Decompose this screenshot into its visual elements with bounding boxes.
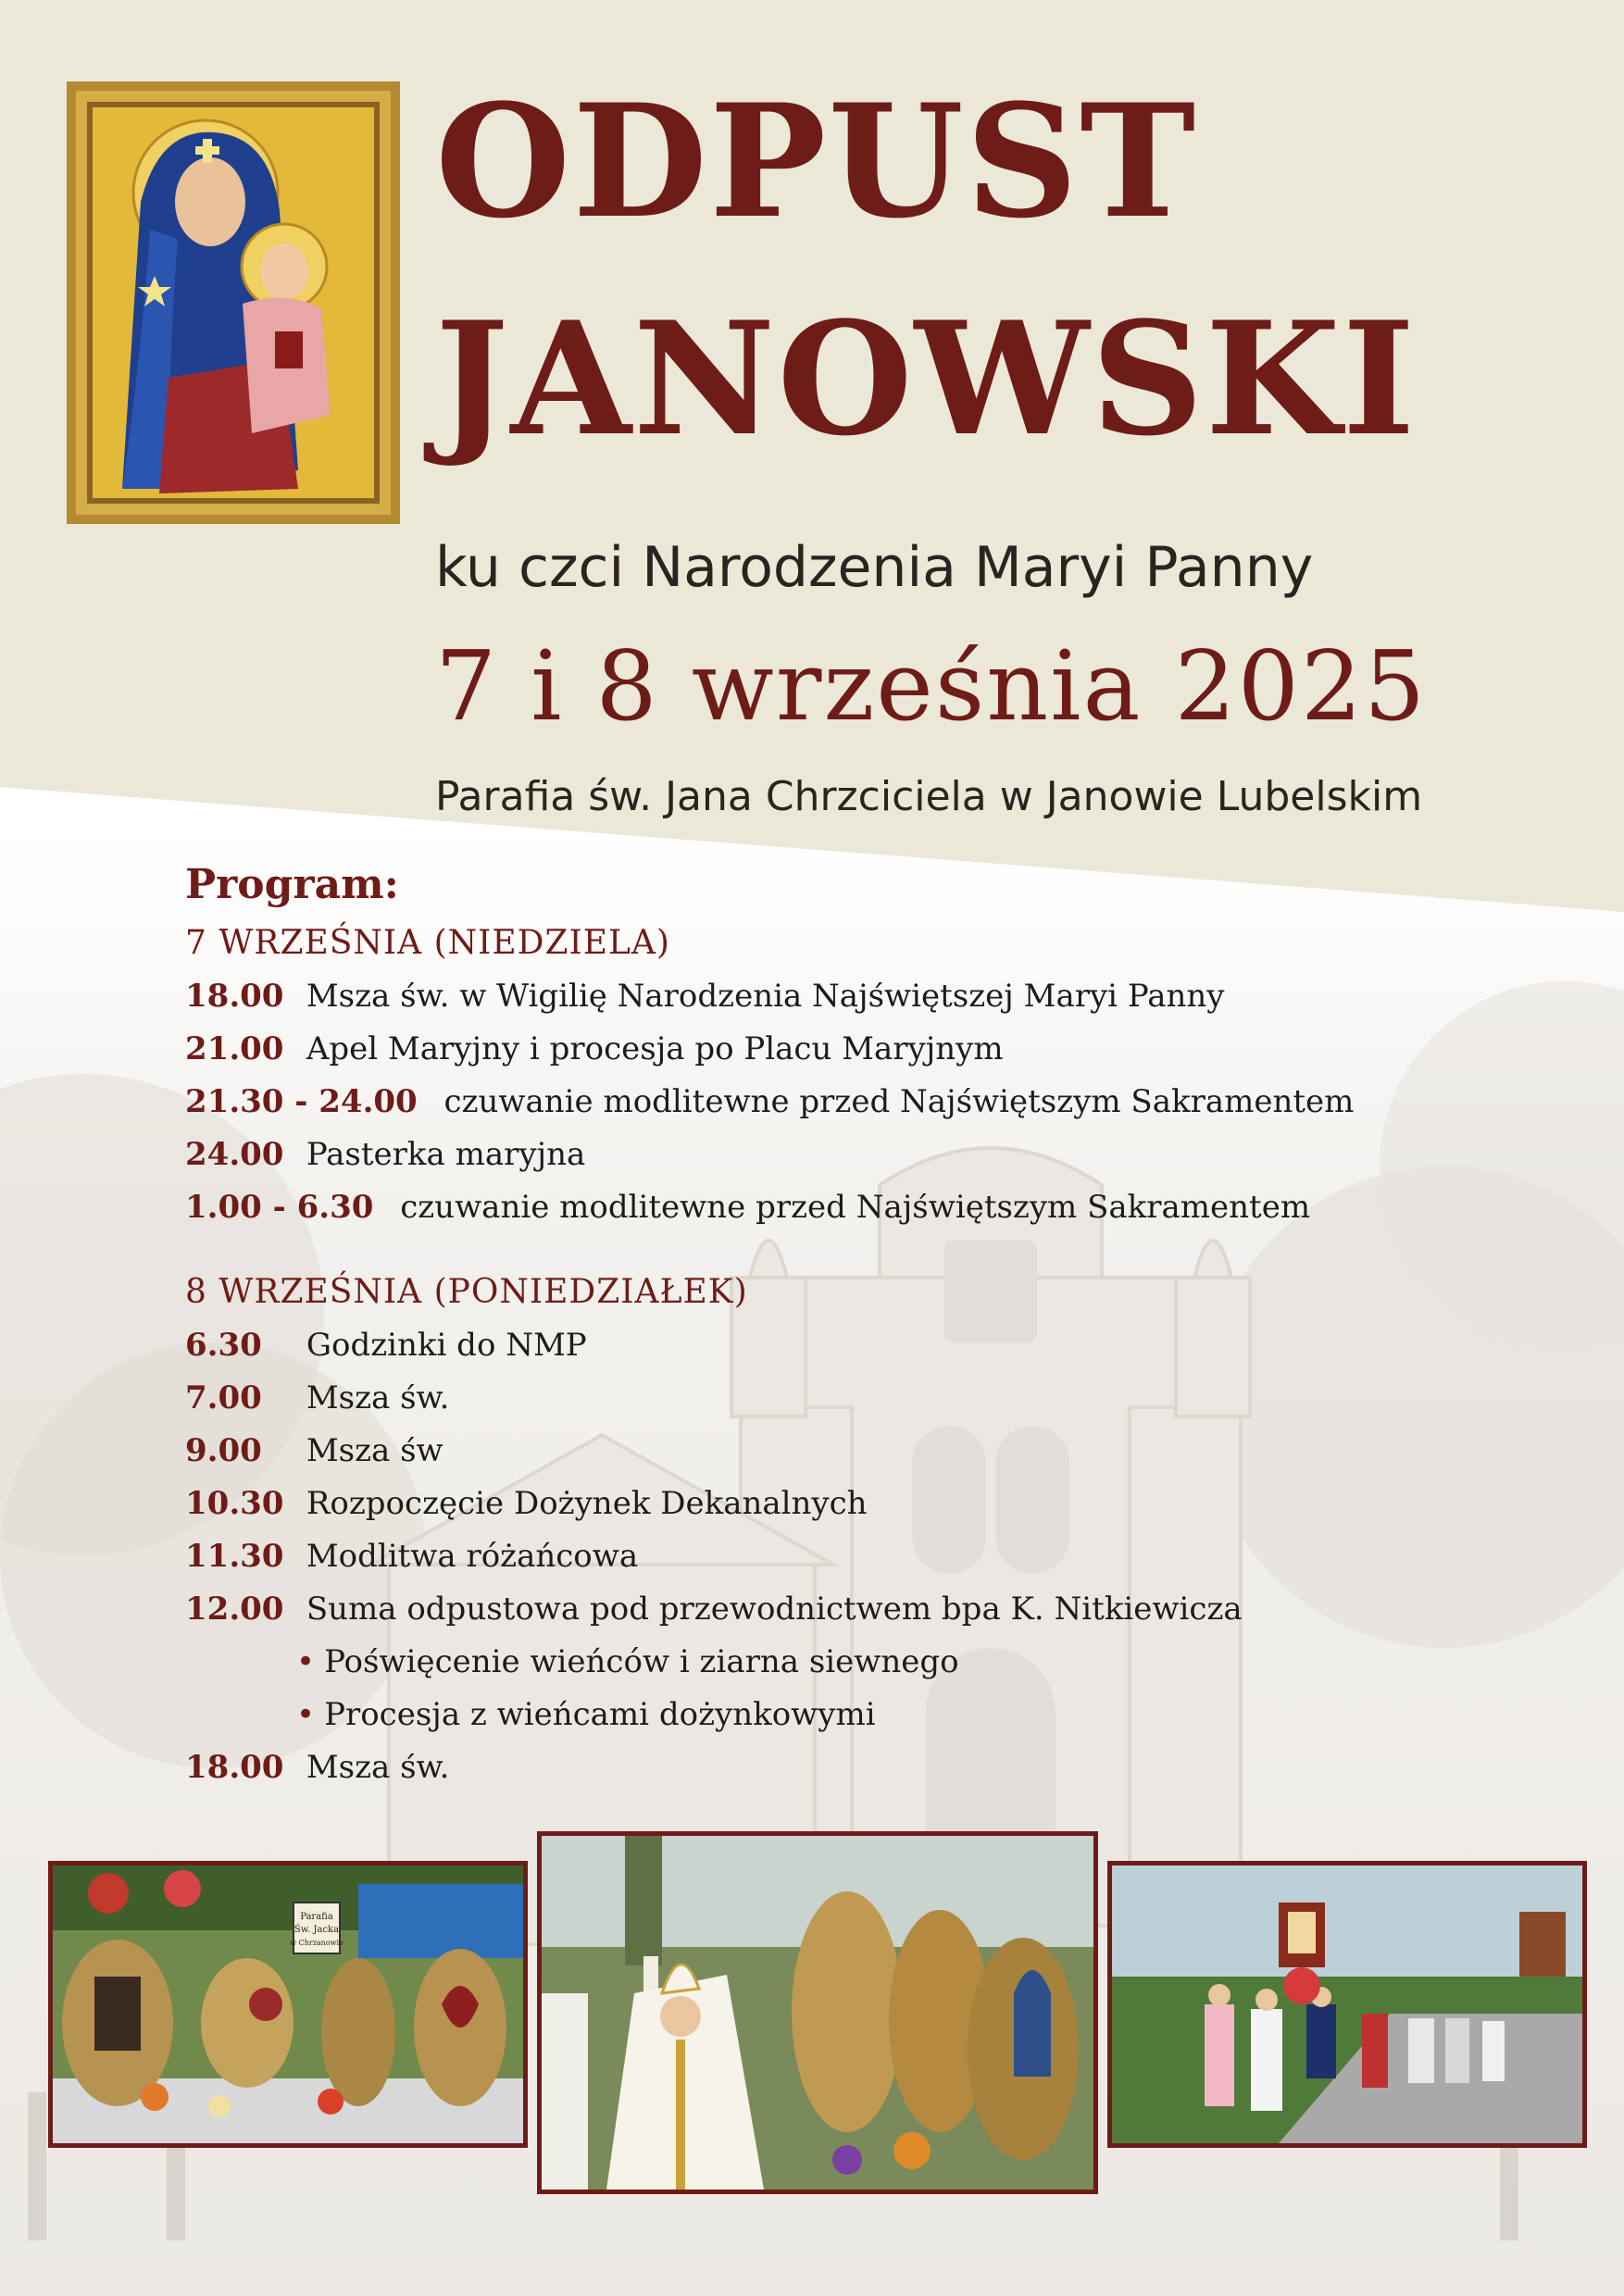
schedule-text: Msza św (306, 1432, 443, 1469)
schedule-time: 18.00 (185, 1749, 284, 1786)
schedule-time: 12.00 (185, 1591, 284, 1628)
schedule-bullet (185, 1643, 1481, 1696)
madonna-icon-painting (67, 81, 400, 524)
day2-heading: 8 WRZEŚNIA (PONIEDZIAŁEK) (185, 1273, 748, 1311)
schedule-row (185, 1538, 1481, 1591)
sign-line-1: Parafia (300, 1912, 333, 1922)
program-section (185, 861, 1481, 1802)
schedule-time: 24.00 (185, 1136, 284, 1173)
schedule-row (185, 1327, 1481, 1379)
bullet-text: Procesja z wieńcami dożynkowymi (324, 1696, 876, 1733)
schedule-time: 1.00 - 6.30 (185, 1189, 374, 1226)
schedule-row (185, 1749, 1481, 1802)
sign-line-2: Św. Jacka (294, 1925, 340, 1935)
schedule-text: Pasterka maryjna (306, 1136, 586, 1173)
schedule-text: Msza św. (306, 1379, 450, 1416)
schedule-text: Apel Maryjny i procesja po Placu Maryjnym (306, 1030, 1004, 1067)
schedule-text: Modlitwa różańcowa (306, 1538, 639, 1575)
photo-procession (1107, 1861, 1587, 2148)
schedule-row (185, 1030, 1481, 1083)
schedule-text: czuwanie modlitewne przed Najświętszym Sakramentem (443, 1083, 1355, 1120)
schedule-row (185, 1189, 1481, 1242)
schedule-text: Msza św. (306, 1749, 450, 1786)
program-heading: Program: (185, 861, 399, 908)
schedule-time: 9.00 (185, 1432, 262, 1469)
sign-line-3: w Chrzanowie (290, 1939, 344, 1947)
schedule-time: 11.30 (185, 1538, 284, 1575)
subtitle: ku czci Narodzenia Maryi Panny (435, 535, 1314, 600)
schedule-text: Godzinki do NMP (306, 1327, 587, 1364)
bullet-text: Poświęcenie wieńców i ziarna siewnego (324, 1643, 959, 1680)
schedule-text: Suma odpustowa pod przewodnictwem bpa K. Nitkiewicza (306, 1591, 1243, 1628)
parish-name: Parafia św. Jana Chrzciciela w Janowie Lubelskim (435, 773, 1423, 820)
schedule-time: 10.30 (185, 1485, 284, 1522)
photo-harvest-wreaths (48, 1861, 528, 2148)
schedule-time: 6.30 (185, 1327, 262, 1364)
photo-bishop-blessing (537, 1831, 1098, 2194)
schedule-row (185, 1591, 1481, 1643)
schedule-row (185, 1485, 1481, 1538)
event-date: 7 i 8 września 2025 (435, 630, 1428, 742)
schedule-row (185, 1083, 1481, 1136)
schedule-row (185, 1432, 1481, 1485)
schedule-row (185, 978, 1481, 1030)
schedule-text: Rozpoczęcie Dożynek Dekanalnych (306, 1485, 868, 1522)
schedule-text: Msza św. w Wigilię Narodzenia Najświętszej Maryi Panny (306, 978, 1225, 1015)
bullet-icon: • (296, 1643, 316, 1680)
schedule-time: 18.00 (185, 978, 284, 1015)
schedule-bullet (185, 1696, 1481, 1749)
schedule-time: 21.30 - 24.00 (185, 1083, 418, 1120)
schedule-text: czuwanie modlitewne przed Najświętszym Sakramentem (400, 1189, 1311, 1226)
bullet-icon: • (296, 1696, 316, 1733)
schedule-row (185, 1136, 1481, 1189)
schedule-time: 7.00 (185, 1379, 262, 1416)
schedule-row (185, 1379, 1481, 1432)
day1-heading: 7 WRZEŚNIA (NIEDZIELA) (185, 924, 670, 962)
title-line-1: ODPUST (435, 69, 1198, 253)
title-line-2: JANOWSKI (435, 287, 1418, 470)
schedule-time: 21.00 (185, 1030, 284, 1067)
